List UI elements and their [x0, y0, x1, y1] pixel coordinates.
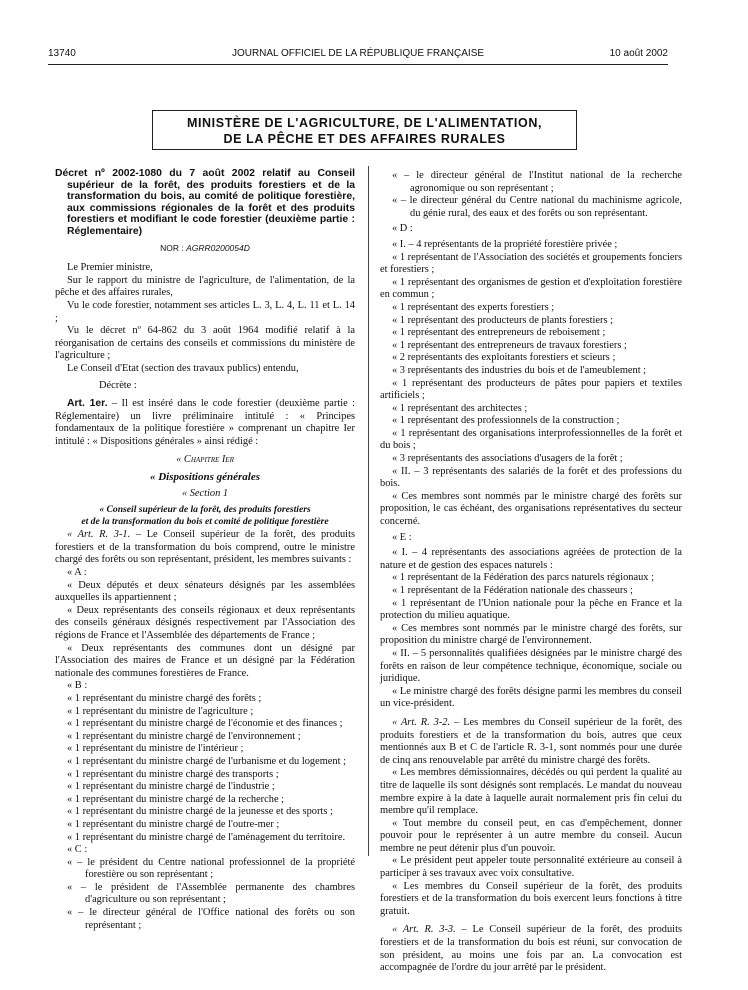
- chapter-title: « Dispositions générales: [149, 471, 260, 484]
- preamble-line: Sur le rapport du ministre de l'agriculture, de l'alimentation, de la pêche et des affaires rurales,: [55, 274, 355, 299]
- group-d-item: « 1 représentant des architectes ;: [392, 402, 528, 414]
- group-a-label: « A :: [67, 567, 87, 579]
- decree-title: Décret nº 2002-1080 du 7 août 2002 relatif au Conseil supérieur de la forêt, des produits forestiers et de la transformation du bois, au comité de politique forestière, aux commissions régionales de la forêt et des produits forestiers et modifiant le code forestier (deuxième partie : Réglementaire): [55, 168, 355, 237]
- article-r3-1: « Art. R. 3-1. – Le Conseil supérieur de la forêt, des produits forestiers et de la transformation du bois comprend, outre le ministre chargé des forêts ou son représentant, président, les membres suivants :: [55, 529, 356, 566]
- article-r3-1-label: « Art. R. 3-1.: [67, 529, 131, 541]
- right-column: [380, 170, 682, 975]
- group-d-item: « I. – 4 représentants de la propriété forestière privée ;: [392, 238, 618, 250]
- ministry-line-1: MINISTÈRE DE L'AGRICULTURE, DE L'ALIMENTATION,: [186, 116, 543, 130]
- group-a-item: « Deux représentants des conseils régionaux et deux représentants des conseils généraux désignés respectivement par l'Association des régions de France et l'Assemblée des départements de France ;: [55, 604, 355, 641]
- issue-date: 10 août 2002: [609, 48, 668, 59]
- group-d-item: « 1 représentant des entrepreneurs de reboisement ;: [392, 327, 606, 339]
- group-d-item: « Ces membres sont nommés par le ministre chargé des forêts sur proposition, le cas échéant, des organisations représentatives du secteur concerné.: [380, 490, 682, 528]
- article-r3-2-para: « Les membres du Conseil supérieur de la forêt, des produits forestiers et de la transformation du bois exercent leurs fonctions à titre gratuit.: [380, 880, 682, 917]
- article-1: [55, 398, 355, 448]
- group-c-item: « – le directeur général du Centre national du machinisme agricole, du génie rural, des eaux et des forêts ou son représentant.: [392, 195, 682, 219]
- article-r3-2-para: « Le président peut appeler toute personnalité extérieure au conseil à participer à ses travaux avec voix consultative.: [380, 855, 682, 880]
- group-b-label: « B :: [67, 680, 88, 692]
- group-b-item: « 1 représentant du ministre chargé des forêts ;: [67, 692, 262, 704]
- ministry-line-2: DE LA PÊCHE ET DES AFFAIRES RURALES: [223, 132, 506, 146]
- group-d-label: « D :: [392, 223, 413, 235]
- group-b-item: « 1 représentant du ministre chargé de la recherche ;: [67, 793, 285, 805]
- group-b-item: « 1 représentant du ministre de l'intérieur ;: [67, 743, 244, 755]
- group-b-item: « 1 représentant du ministre chargé de la jeunesse et des sports ;: [67, 806, 333, 818]
- group-e-item: « Le ministre chargé des forêts désigne parmi les membres du conseil un vice-président.: [380, 685, 682, 710]
- header-rule: [48, 64, 668, 65]
- article-r3-3-label: « Art. R. 3-3.: [392, 924, 456, 936]
- journal-title: JOURNAL OFFICIEL DE LA RÉPUBLIQUE FRANÇAISE: [231, 48, 485, 59]
- group-d-item: « 2 représentants des exploitants forestiers et scieurs ;: [392, 352, 616, 364]
- group-c-label: « C :: [67, 844, 88, 856]
- section-title: « Conseil supérieur de la forêt, des produits forestiers et de la transformation du bois et comité de politique forestière: [81, 504, 329, 527]
- running-header: [48, 48, 668, 64]
- group-c-item: « – le président de l'Assemblée permanente des chambres d'agriculture ou son représentant ;: [67, 881, 355, 906]
- group-b-item: « 1 représentant du ministre chargé de l'environnement ;: [67, 730, 301, 742]
- preamble-line: Vu le décret nº 64-862 du 3 août 1964 modifié relatif à la réorganisation de certains des conseils et commissions du ministère de l'agriculture ;: [55, 325, 355, 362]
- group-c-item: « – le président du Centre national professionnel de la propriété forestière ou son représentant ;: [67, 856, 355, 881]
- preamble-line: Le Conseil d'Etat (section des travaux publics) entendu,: [67, 362, 299, 374]
- left-column: [55, 168, 355, 932]
- group-b-item: « 1 représentant du ministre chargé de l'outre-mer ;: [67, 818, 280, 830]
- article-r3-2-para: « Les membres démissionnaires, décédés ou qui perdent la qualité au titre de laquelle ils sont désignés sont remplacés. Le mandat du nouveau membre expire à la date à laquelle aurait normalement pris fin celui du membre qu'il remplace.: [380, 767, 682, 817]
- article-r3-2: « Art. R. 3-2. – Les membres du Conseil supérieur de la forêt, des produits forestiers et de la transformation du bois, autres que ceux mentionnés aux B et C de l'article R. 3-1, sont nommés pour une durée de cinq ans renouvelable par arrêté du ministre chargé des forêts.: [380, 716, 682, 766]
- nor-label: NOR :: [160, 242, 187, 253]
- article-1-text: – Il est inséré dans le code forestier (deuxième partie : Réglementaire) un livre préliminaire intitulé : « Principes fondamentaux de la politique forestière » comprenant un chapitre Ier intitulé : « Dispositions générales » ainsi rédigé :: [55, 398, 356, 447]
- group-e-item: « I. – 4 représentants des associations agréées de protection de la nature et de gestion des espaces naturels :: [380, 547, 682, 571]
- preamble-line: Vu le code forestier, notamment ses articles L. 3, L. 4, L. 11 et L. 14 ;: [55, 299, 355, 324]
- group-d-item: « 3 représentants des associations d'usagers de la forêt ;: [392, 453, 623, 465]
- nor-value: AGRR0200054D: [186, 242, 250, 253]
- group-d-item: « 1 représentant de l'Association des sociétés et groupements fonciers et forestiers ;: [380, 251, 682, 276]
- article-r3-2-para: « Tout membre du conseil peut, en cas d'empêchement, donner pouvoir pour le représenter à un autre membre du conseil. Aucun membre ne peut détenir plus d'un pouvoir.: [380, 817, 682, 854]
- group-a-item: « Deux députés et deux sénateurs désignés par les assemblées auxquelles ils appartiennent ;: [55, 579, 355, 604]
- article-1-label: Art. 1er.: [67, 398, 108, 410]
- group-d-item: « 1 représentant des entrepreneurs de travaux forestiers ;: [392, 339, 627, 351]
- group-d-item: « II. – 3 représentants des salariés de la forêt et des professions du bois.: [380, 465, 682, 490]
- group-d-item: « 1 représentant des professionnels de la construction ;: [392, 415, 620, 427]
- group-a-item: « Deux représentants des communes dont un désigné par l'Association des maires de France et un désigné par la Fédération nationale des communes forestières de France.: [55, 642, 355, 679]
- group-b-item: « 1 représentant du ministre chargé de l'industrie ;: [67, 781, 275, 793]
- group-b-item: « 1 représentant du ministre chargé des transports ;: [67, 768, 279, 780]
- nor-reference: [55, 242, 355, 255]
- group-e-item: « Ces membres sont nommés par le ministre chargé des forêts, sur proposition du ministre chargé de l'environnement.: [380, 622, 682, 647]
- group-e-item: « 1 représentant de l'Union nationale pour la pêche en France et la protection du milieu aquatique.: [380, 597, 682, 622]
- group-c-item: « – le directeur général de l'Office national des forêts ou son représentant ;: [67, 907, 355, 931]
- decrete: Décrète :: [99, 379, 137, 391]
- group-d-item: « 3 représentants des industries du bois et de l'ameublement ;: [392, 364, 647, 376]
- group-d-item: « 1 représentant des organisations interprofessionnelles de la forêt et du bois ;: [380, 427, 682, 452]
- group-d-item: « 1 représentant des organismes de gestion et d'exploitation forestière en commun ;: [380, 276, 682, 301]
- group-d-item: « 1 représentant des producteurs de pâtes pour papiers et textiles artificiels ;: [380, 377, 682, 402]
- group-e-item: « 1 représentant de la Fédération nationale des chasseurs ;: [392, 585, 633, 596]
- group-e-item: « 1 représentant de la Fédération des parcs naturels régionaux ;: [392, 572, 654, 584]
- section-heading: « Section 1: [181, 487, 229, 499]
- chapter-heading: « Chapitre Ier: [176, 454, 234, 466]
- group-d-item: « 1 représentant des experts forestiers ;: [392, 301, 555, 313]
- group-d-item: « 1 représentant des producteurs de plants forestiers ;: [392, 314, 614, 326]
- ministry-heading: [152, 110, 577, 150]
- page-number: 13740: [48, 48, 76, 59]
- article-r3-2-label: « Art. R. 3-2.: [392, 716, 451, 728]
- group-e-label: « E :: [392, 531, 412, 543]
- group-e-item: « II. – 5 personnalités qualifiées désignées par le ministre chargé des forêts en raison de leur compétence technique, économique, sociale ou juridique.: [380, 647, 682, 685]
- group-b-item: « 1 représentant du ministre chargé de l'aménagement du territoire.: [67, 831, 346, 843]
- preamble-line: Le Premier ministre,: [67, 262, 153, 274]
- column-divider: [368, 166, 369, 856]
- group-b-item: « 1 représentant du ministre chargé de l'économie et des finances ;: [67, 718, 343, 730]
- group-b-item: « 1 représentant du ministre chargé de l'urbanisme et du logement ;: [67, 755, 346, 767]
- group-c-item: « – le directeur général de l'Institut national de la recherche agronomique ou son représentant ;: [392, 170, 682, 194]
- group-b-item: « 1 représentant du ministre de l'agriculture ;: [67, 705, 254, 717]
- article-r3-3: « Art. R. 3-3. – Le Conseil supérieur de la forêt, des produits forestiers et de la transformation du bois est réuni, sur convocation de son président, au moins une fois par an. La convocation est accompagnée de l'ordre du jour arrêté par le président.: [380, 924, 683, 974]
